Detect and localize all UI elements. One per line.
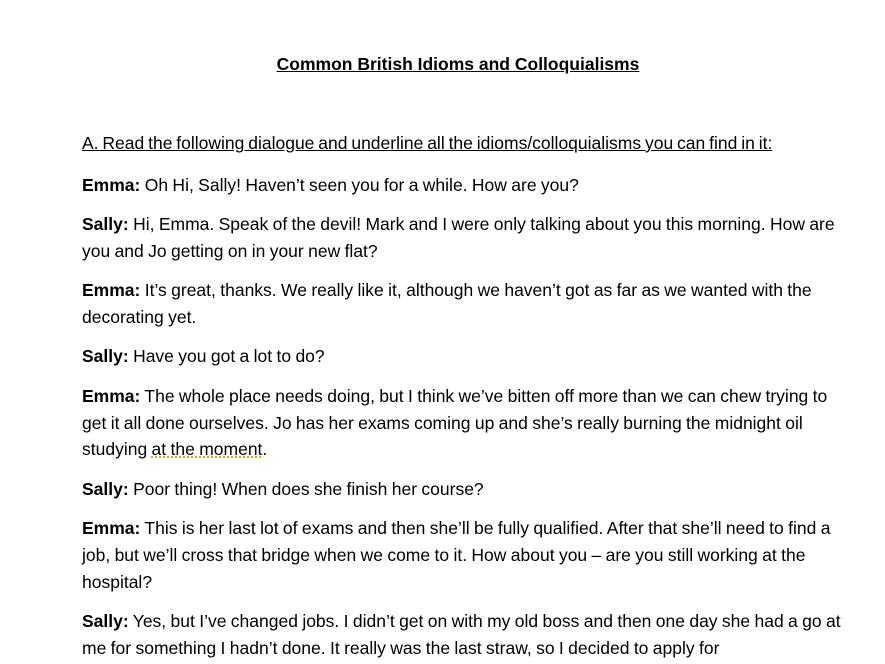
dialogue-line	[82, 277, 842, 331]
grammar-flagged-phrase[interactable]: at the moment	[151, 439, 263, 460]
document-title: Common British Idioms and Colloquialisms	[276, 54, 640, 74]
dialogue-line	[82, 211, 842, 265]
dialogue-text: .	[262, 439, 268, 460]
dialogue-text: Poor thing! When does she finish her course?	[128, 478, 484, 499]
speaker-label: Emma:	[82, 517, 141, 538]
dialogue	[82, 172, 842, 664]
speaker-label: Emma:	[82, 280, 141, 301]
speaker-label: Sally:	[82, 214, 129, 235]
speaker-label: Sally:	[82, 478, 129, 499]
dialogue-line	[82, 608, 842, 662]
dialogue-text: Hi, Emma. Speak of the devil! Mark and I were only talking about you this morning. How are you and Jo getting on in your new flat?	[82, 214, 835, 262]
speaker-label: Sally:	[82, 610, 129, 631]
exercise-instruction: A. Read the following dialogue and underline all the idioms/colloquialisms you can find in it:	[82, 133, 773, 153]
dialogue-line	[82, 476, 842, 503]
speaker-label: Emma:	[82, 385, 141, 406]
dialogue-line	[82, 383, 842, 463]
dialogue-text: It’s great, thanks. We really like it, although we haven’t got as far as we wanted with the decorating yet.	[82, 280, 812, 328]
dialogue-text: Oh Hi, Sally! Haven’t seen you for a while. How are you?	[140, 175, 579, 195]
dialogue-line	[82, 343, 842, 370]
speaker-label: Sally:	[82, 346, 129, 367]
dialogue-line	[82, 515, 842, 595]
dialogue-text: This is her last lot of exams and then she’ll be fully qualified. After that she’ll need to find a job, but we’ll cross that bridge when we come to it. How about you – are you still working at the hospital?	[82, 517, 831, 592]
dialogue-text: Have you got a lot to do?	[128, 346, 325, 367]
speaker-label: Emma:	[82, 175, 141, 195]
dialogue-text: The whole place needs doing, but I think we’ve bitten off more than we can chew trying to get it all done ourselves. Jo has her exams coming up and she’s really burning the midnight oil studying	[82, 385, 828, 460]
dialogue-line	[82, 172, 842, 199]
dialogue-text: Yes, but I’ve changed jobs. I didn’t get on with my old boss and then one day she had a go at me for something I hadn’t done. It really was the last straw, so I decided to apply for	[82, 610, 841, 658]
